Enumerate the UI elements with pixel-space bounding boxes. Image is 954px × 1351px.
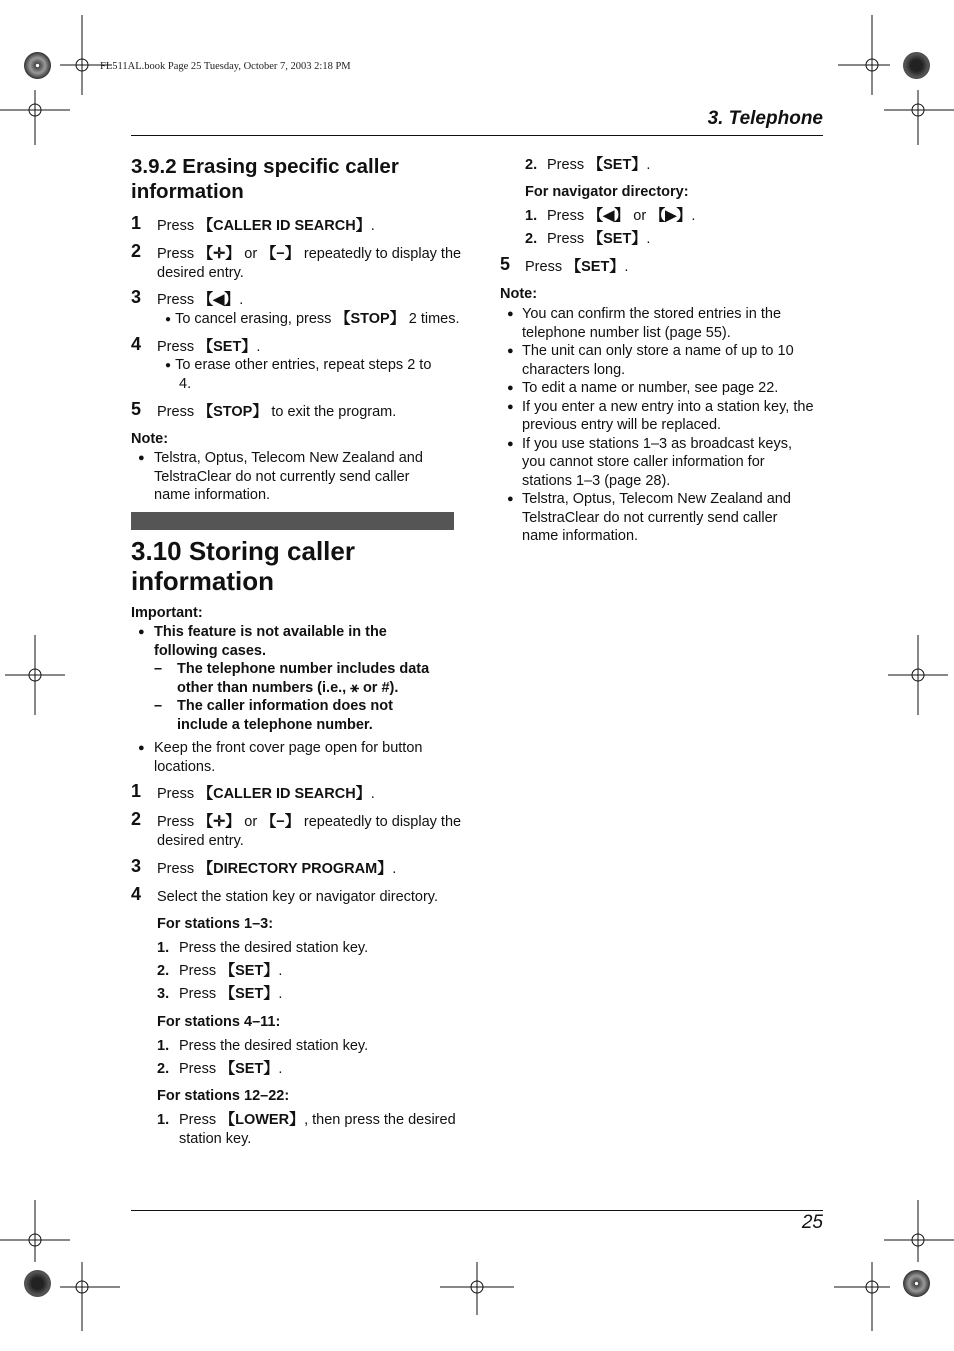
note-line: stations 1–3 (page 28). — [522, 472, 671, 489]
substep: 1. Press 【◀】 or 【▶】. — [525, 207, 696, 224]
note-label: Note: — [500, 286, 538, 302]
substep: 2. Press 【SET】. — [525, 156, 651, 173]
substep: 1. Press the desired station key. — [157, 1038, 369, 1054]
note-item — [507, 398, 827, 435]
important-dash-2: – The caller information does not include a telephone number. — [154, 698, 393, 733]
heading-3-9-2: 3.9.2 Erasing specific caller information — [131, 155, 399, 203]
substep: 2. Press 【SET】. — [525, 230, 651, 247]
note-line: The unit can only store a name of up to 10 — [522, 343, 794, 359]
note-line: name information. — [522, 528, 639, 544]
note-item — [507, 379, 827, 398]
note-line: If you use stations 1–3 as broadcast keys, — [522, 435, 793, 452]
note-line: If you enter a new entry into a station key, the — [522, 398, 814, 415]
note-item — [507, 435, 827, 491]
substep: 2. Press 【SET】. — [157, 1060, 283, 1077]
section-bar — [131, 512, 454, 530]
header-rule — [131, 135, 823, 136]
right-arrow-icon: ▶ — [665, 208, 677, 224]
minus-icon: − — [276, 814, 285, 830]
note-line: characters long. — [522, 361, 626, 378]
bullet-icon: ● — [507, 400, 514, 413]
note-line: You can confirm the stored entries in the — [522, 306, 782, 322]
note-line: Telstra, Optus, Telecom New Zealand and — [522, 491, 791, 507]
minus-icon: − — [276, 246, 285, 262]
stations-4-11-label: For stations 4–11: — [157, 1014, 281, 1030]
note-item — [507, 342, 827, 379]
section-title: 3. Telephone — [707, 108, 823, 129]
important-label: Important: — [131, 605, 203, 621]
left-arrow-icon: ◀ — [213, 292, 225, 308]
left-arrow-icon: ◀ — [603, 208, 615, 224]
plus-icon: ✛ — [213, 814, 226, 830]
note-label: Note: — [131, 431, 169, 447]
important-dash-1: – The telephone number includes data other than numbers (i.e., ⚹ or #). — [154, 661, 430, 696]
navigator-label: For navigator directory: — [525, 184, 689, 200]
bullet-icon: ● — [507, 382, 514, 394]
file-info: FL511AL.book Page 25 Tuesday, October 7, 2003 2:18 PM — [100, 61, 351, 72]
footer-rule — [131, 1210, 823, 1211]
page-number: 25 — [801, 1212, 823, 1233]
keep-cover-item: ● Keep the front cover page open for button locations. — [138, 740, 423, 775]
heading-3-10: 3.10 Storing caller information — [131, 536, 355, 596]
stations-12-22-label: For stations 12–22: — [157, 1088, 290, 1104]
stations-1-3-label: For stations 1–3: — [157, 916, 274, 932]
note-item — [507, 305, 827, 342]
substep: 3. Press 【SET】. — [157, 985, 283, 1002]
note-item — [507, 490, 827, 546]
substep: 1. Press 【LOWER】, then press the desired station key. — [157, 1111, 456, 1147]
note-line: To edit a name or number, see page 22. — [522, 380, 779, 396]
important-item: ● This feature is not available in the following cases. — [138, 624, 387, 659]
note-line: you cannot store caller information for — [522, 454, 765, 470]
note-item: ● Telstra, Optus, Telecom New Zealand and TelstraClear do not currently send caller name information. — [138, 450, 423, 503]
note-line: telephone number list (page 55). — [522, 324, 731, 341]
note-line: TelstraClear do not currently send caller — [522, 509, 778, 526]
plus-icon: ✛ — [213, 246, 226, 262]
note-list — [507, 305, 827, 546]
bullet-icon: ● — [507, 437, 514, 450]
bullet-icon: ● — [507, 493, 514, 505]
bullet-icon: ● — [507, 345, 514, 357]
note-line: previous entry will be replaced. — [522, 417, 722, 433]
substep: 2. Press 【SET】. — [157, 962, 283, 979]
asterisk-icon: ⚹ — [350, 679, 359, 696]
bullet-icon: ● — [507, 308, 514, 320]
substep: 1. Press the desired station key. — [157, 940, 369, 956]
